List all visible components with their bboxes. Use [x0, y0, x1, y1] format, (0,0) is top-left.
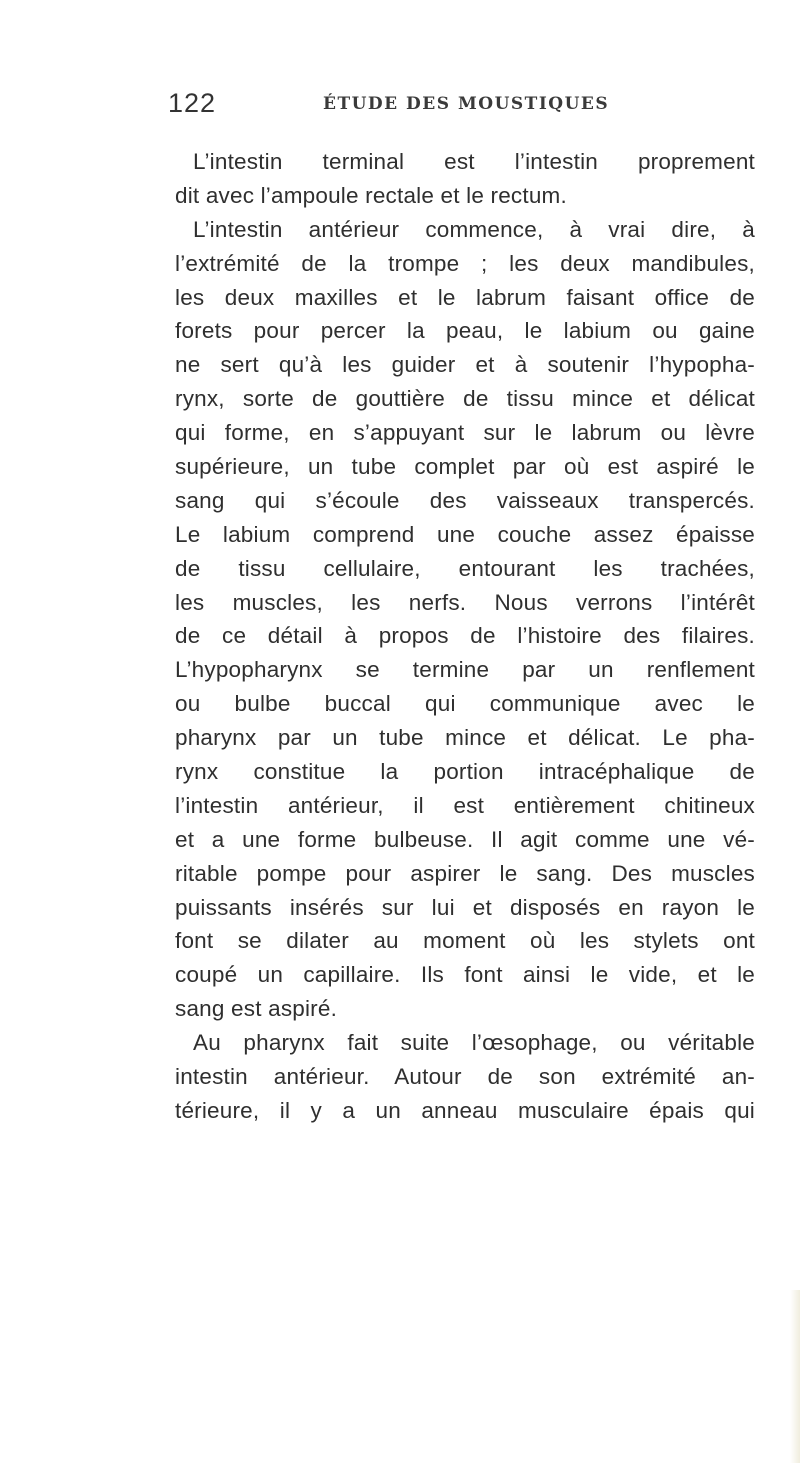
text-line: ou bulbe buccal qui communique avec le — [175, 691, 755, 717]
text-line: sang est aspiré. — [175, 996, 338, 1022]
text-line: forets pour percer la peau, le labium ou gaine — [175, 318, 755, 344]
page-edge-shadow — [790, 1290, 800, 1463]
text-line: pharynx par un tube mince et délicat. Le pha- — [175, 725, 755, 751]
page-number: 122 — [168, 88, 217, 118]
text-line: coupé un capillaire. Ils font ainsi le vide, et le — [175, 962, 755, 988]
text-line: térieure, il y a un anneau musculaire épais qui — [175, 1097, 755, 1123]
text-line: rynx constitue la portion intracéphalique de — [175, 759, 755, 785]
text-line: qui forme, en s’appuyant sur le labrum ou lèvre — [175, 420, 755, 446]
text-line: L’hypopharynx se termine par un renflement — [175, 657, 755, 683]
text-line: l’extrémité de la trompe ; les deux mandibules, — [175, 250, 755, 276]
text-line: L’intestin terminal est l’intestin proprement — [193, 149, 755, 174]
text-line: supérieure, un tube complet par où est aspiré le — [175, 454, 755, 480]
text-line: les muscles, les nerfs. Nous verrons l’intérêt — [175, 589, 755, 615]
text-line: dit avec l’ampoule rectale et le rectum. — [175, 182, 567, 208]
text-line: sang qui s’écoule des vaisseaux transpercés. — [175, 487, 755, 513]
running-title: ÉTUDE DES MOUSTIQUES — [323, 94, 610, 114]
body-text — [175, 145, 755, 1128]
page-header — [168, 88, 748, 128]
text-line: ne sert qu’à les guider et à soutenir l’hypopha- — [175, 352, 755, 378]
text-line: Le labium comprend une couche assez épaisse — [175, 521, 755, 547]
text-line: ritable pompe pour aspirer le sang. Des muscles — [175, 860, 755, 886]
text-line: l’intestin antérieur, il est entièrement chitineux — [175, 792, 755, 818]
text-line: rynx, sorte de gouttière de tissu mince et délicat — [175, 386, 755, 412]
text-line: et a une forme bulbeuse. Il agit comme une vé- — [175, 826, 755, 852]
text-line: font se dilater au moment où les stylets ont — [175, 928, 755, 954]
text-line: puissants insérés sur lui et disposés en rayon le — [175, 894, 755, 920]
text-line: L’intestin antérieur commence, à vrai dire, à — [193, 216, 755, 242]
text-line: les deux maxilles et le labrum faisant office de — [175, 284, 755, 310]
text-line: de tissu cellulaire, entourant les trachées, — [175, 555, 755, 581]
text-line: Au pharynx fait suite l’œsophage, ou véritable — [193, 1030, 755, 1056]
text-line: intestin antérieur. Autour de son extrémité an- — [175, 1064, 755, 1090]
text-line: de ce détail à propos de l’histoire des filaires. — [175, 623, 755, 649]
